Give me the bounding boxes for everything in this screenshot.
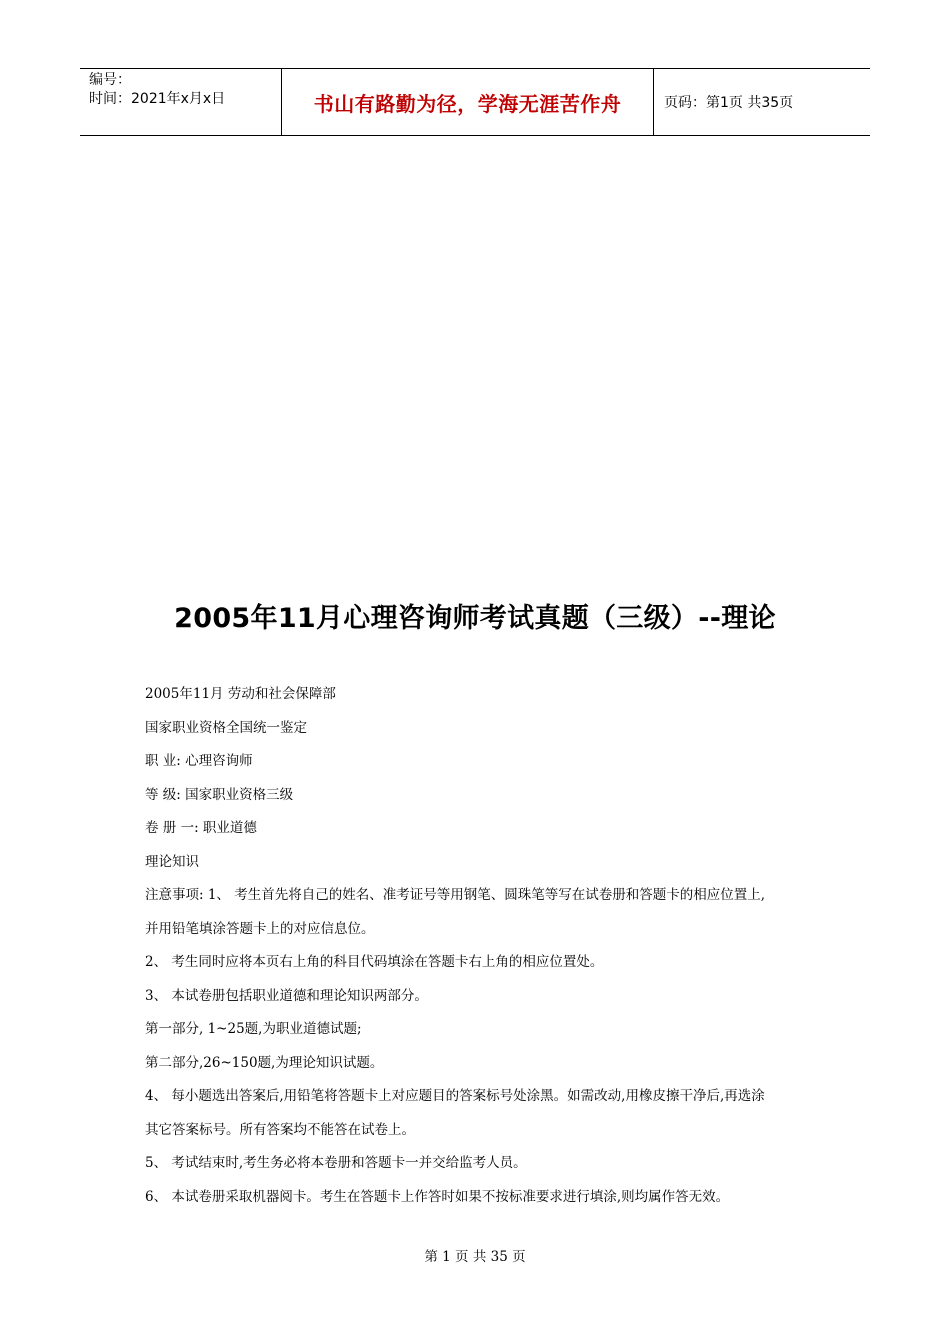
- motto-text: 书山有路勤为径，学海无涯苦作舟: [313, 91, 622, 116]
- body-line: 4、 每小题选出答案后,用铅笔将答题卡上对应题目的答案标号处涂黑。如需改动,用橡皮擦干净后,再选涂: [145, 1088, 765, 1104]
- header-page-info: [654, 69, 870, 135]
- body-line: 3、 本试卷册包括职业道德和理论知识两部分。: [145, 987, 428, 1004]
- body-line: 6、 本试卷册采取机器阅卡。考生在答题卡上作答时如果不按标准要求进行填涂,则均属作答无效。: [145, 1188, 730, 1205]
- document-title: 2005年11月心理咨询师考试真题（三级）--理论: [174, 603, 776, 634]
- document-body: [145, 678, 815, 1214]
- body-line: 并用铅笔填涂答题卡上的对应信息位。: [145, 920, 375, 937]
- body-line: 等 级: 国家职业资格三级: [145, 786, 294, 803]
- body-line: 职 业: 心理咨询师: [145, 753, 253, 769]
- header-motto: [281, 69, 654, 135]
- body-line: 2005年11月 劳动和社会保障部: [145, 686, 336, 702]
- body-line: 理论知识: [145, 853, 199, 870]
- time-label: 时间：2021年x月x日: [89, 91, 226, 107]
- body-line: 注意事项: 1、 考生首先将自己的姓名、准考证号等用钢笔、圆珠笔等写在试卷册和答题卡的相应位置上,: [145, 887, 766, 903]
- header-meta: [80, 69, 281, 135]
- body-line: 第一部分, 1~25题,为职业道德试题;: [145, 1021, 362, 1037]
- header-table: [80, 68, 870, 136]
- body-line: 第二部分,26~150题,为理论知识试题。: [145, 1054, 384, 1071]
- page-footer: 第 1 页 共 35 页: [424, 1249, 526, 1265]
- number-label: 编号：: [89, 72, 131, 88]
- page-info-text: 页码：第1页 共35页: [664, 95, 794, 111]
- body-line: 卷 册 一: 职业道德: [145, 820, 257, 836]
- body-line: 2、 考生同时应将本页右上角的科目代码填涂在答题卡右上角的相应位置处。: [145, 954, 604, 970]
- body-line: 国家职业资格全国统一鉴定: [145, 719, 307, 736]
- body-line: 5、 考试结束时,考生务必将本卷册和答题卡一并交给监考人员。: [145, 1155, 527, 1171]
- body-line: 其它答案标号。所有答案均不能答在试卷上。: [145, 1121, 415, 1138]
